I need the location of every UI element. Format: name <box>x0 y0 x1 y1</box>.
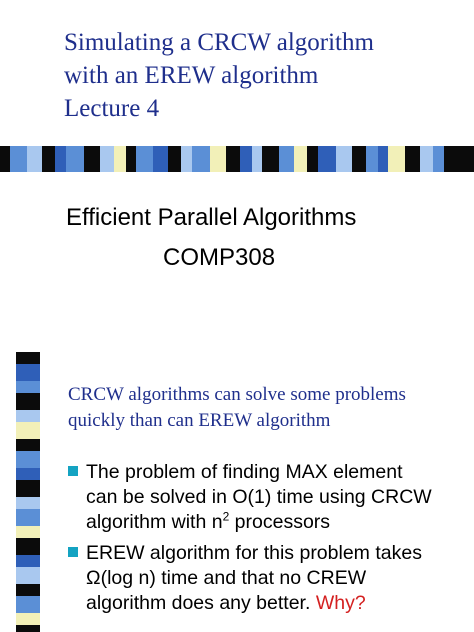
stripe-block <box>16 584 40 596</box>
stripe-block <box>55 146 66 172</box>
stripe-block <box>16 439 40 451</box>
stripe-block <box>16 393 40 410</box>
bullet-item <box>66 541 470 616</box>
stripe-block <box>16 381 40 393</box>
stripe-block <box>16 538 40 555</box>
stripe-block <box>16 497 40 509</box>
bullet-list <box>66 460 470 622</box>
heading-line-2: quickly than can EREW algorithm <box>68 410 331 431</box>
stripe-block <box>16 364 40 381</box>
square-bullet-icon <box>68 466 78 476</box>
stripe-block <box>10 146 27 172</box>
stripe-block <box>16 613 40 625</box>
stripe-block <box>294 146 307 172</box>
bullet-item <box>66 460 470 535</box>
bullet-1-line-2: can be solved in O(1) time using CRCW <box>86 486 432 508</box>
stripe-block <box>16 480 40 497</box>
stripe-block <box>27 146 42 172</box>
stripe-block <box>42 146 55 172</box>
slide-1-title <box>64 26 464 125</box>
bullet-2-line-2: Ω(log n) time and that no CREW <box>86 567 367 589</box>
stripe-block <box>252 146 262 172</box>
stripe-block <box>405 146 420 172</box>
stripe-block <box>336 146 352 172</box>
bullet-2-line-3-text: algorithm does any better. <box>86 592 316 614</box>
course-code: COMP308 <box>163 244 276 271</box>
stripe-block <box>433 146 444 172</box>
stripe-block <box>16 468 40 480</box>
square-bullet-icon <box>68 547 78 557</box>
stripe-block <box>240 146 252 172</box>
slide-2-heading <box>68 382 468 434</box>
stripe-block <box>66 146 84 172</box>
title-line-1: Simulating a CRCW algorithm <box>64 29 374 56</box>
bullet-1-line-3-text: algorithm with n <box>86 511 223 533</box>
title-line-3: Lecture 4 <box>64 95 160 122</box>
stripe-block <box>16 352 40 364</box>
stripe-block <box>226 146 240 172</box>
stripe-block <box>84 146 100 172</box>
superscript-exponent: 2 <box>222 509 230 524</box>
stripe-block <box>136 146 153 172</box>
course-name: Efficient Parallel Algorithms <box>66 204 357 231</box>
stripe-block <box>16 555 40 567</box>
stripe-block <box>16 526 40 538</box>
slide-2 <box>0 352 474 632</box>
stripe-block <box>16 509 40 526</box>
bullet-1-line-3-end: processors <box>229 511 331 533</box>
stripe-block <box>210 146 226 172</box>
stripe-block <box>16 625 40 632</box>
stripe-block <box>153 146 168 172</box>
stripe-block <box>126 146 136 172</box>
stripe-block <box>388 146 405 172</box>
heading-line-1: CRCW algorithms can solve some problems <box>68 384 406 405</box>
bullet-1-line-1: The problem of finding MAX element <box>86 461 403 483</box>
why-question: Why? <box>315 592 366 614</box>
stripe-block <box>114 146 126 172</box>
bullet-2-line-3 <box>86 591 470 616</box>
stripe-block <box>192 146 210 172</box>
stripe-block <box>366 146 378 172</box>
stripe-block <box>444 146 462 172</box>
stripe-block <box>16 567 40 584</box>
stripe-block <box>181 146 192 172</box>
decorative-vertical-stripe <box>10 352 44 632</box>
stripe-block <box>16 451 40 468</box>
stripe-block <box>462 146 474 172</box>
stripe-block <box>279 146 294 172</box>
stripe-block <box>352 146 366 172</box>
title-line-2: with an EREW algorithm <box>64 62 319 89</box>
stripe-block <box>307 146 318 172</box>
stripe-block <box>378 146 388 172</box>
stripe-block <box>0 146 10 172</box>
stripe-block <box>168 146 181 172</box>
stripe-block <box>420 146 433 172</box>
stripe-block <box>16 422 40 439</box>
decorative-horizontal-stripe <box>0 140 474 174</box>
stripe-block <box>318 146 336 172</box>
stripe-block <box>16 410 40 422</box>
stripe-block <box>16 596 40 613</box>
stripe-block <box>262 146 279 172</box>
bullet-1-line-3 <box>86 510 470 535</box>
stripe-block <box>100 146 114 172</box>
bullet-2-line-1: EREW algorithm for this problem takes <box>86 542 422 564</box>
slide-1-subtitle <box>0 198 474 278</box>
